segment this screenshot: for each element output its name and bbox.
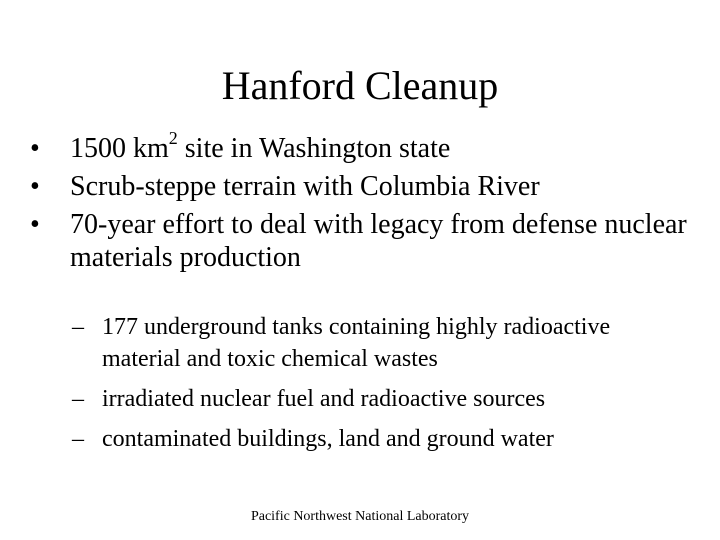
- bullet-list: [30, 127, 710, 279]
- sub-bullet-text: contaminated buildings, land and ground water: [102, 426, 554, 452]
- bullet-marker: •: [30, 133, 40, 164]
- bullet-text: 70-year effort to deal with legacy from defense nuclear materials production: [70, 209, 687, 273]
- bullet-text-prefix: 1500 km: [70, 133, 169, 164]
- sub-bullet-marker: –: [72, 314, 84, 340]
- sub-bullet-list: [72, 311, 692, 463]
- bullet-text: Scrub-steppe terrain with Columbia River: [70, 171, 540, 202]
- sub-bullet-marker: –: [72, 386, 84, 412]
- bullet-item-site-area: [30, 127, 710, 165]
- footer-organization: Pacific Northwest National Laboratory: [250, 509, 470, 524]
- bullet-item-terrain: [30, 170, 710, 203]
- slide-title: Hanford Cleanup: [221, 63, 499, 108]
- sub-bullet-text: 177 underground tanks containing highly radioactive material and toxic chemical wastes: [102, 314, 611, 372]
- sub-bullet-item-tanks: [72, 311, 692, 375]
- bullet-item-effort: [30, 208, 710, 274]
- bullet-marker: •: [30, 171, 40, 202]
- sub-bullet-item-fuel: [72, 383, 692, 415]
- sub-bullet-text: irradiated nuclear fuel and radioactive sources: [102, 386, 546, 412]
- sub-bullet-marker: –: [72, 426, 84, 452]
- bullet-text-suffix: site in Washington state: [177, 133, 451, 164]
- sub-bullet-item-contamination: [72, 423, 692, 455]
- superscript: 2: [168, 127, 178, 148]
- bullet-marker: •: [30, 209, 40, 240]
